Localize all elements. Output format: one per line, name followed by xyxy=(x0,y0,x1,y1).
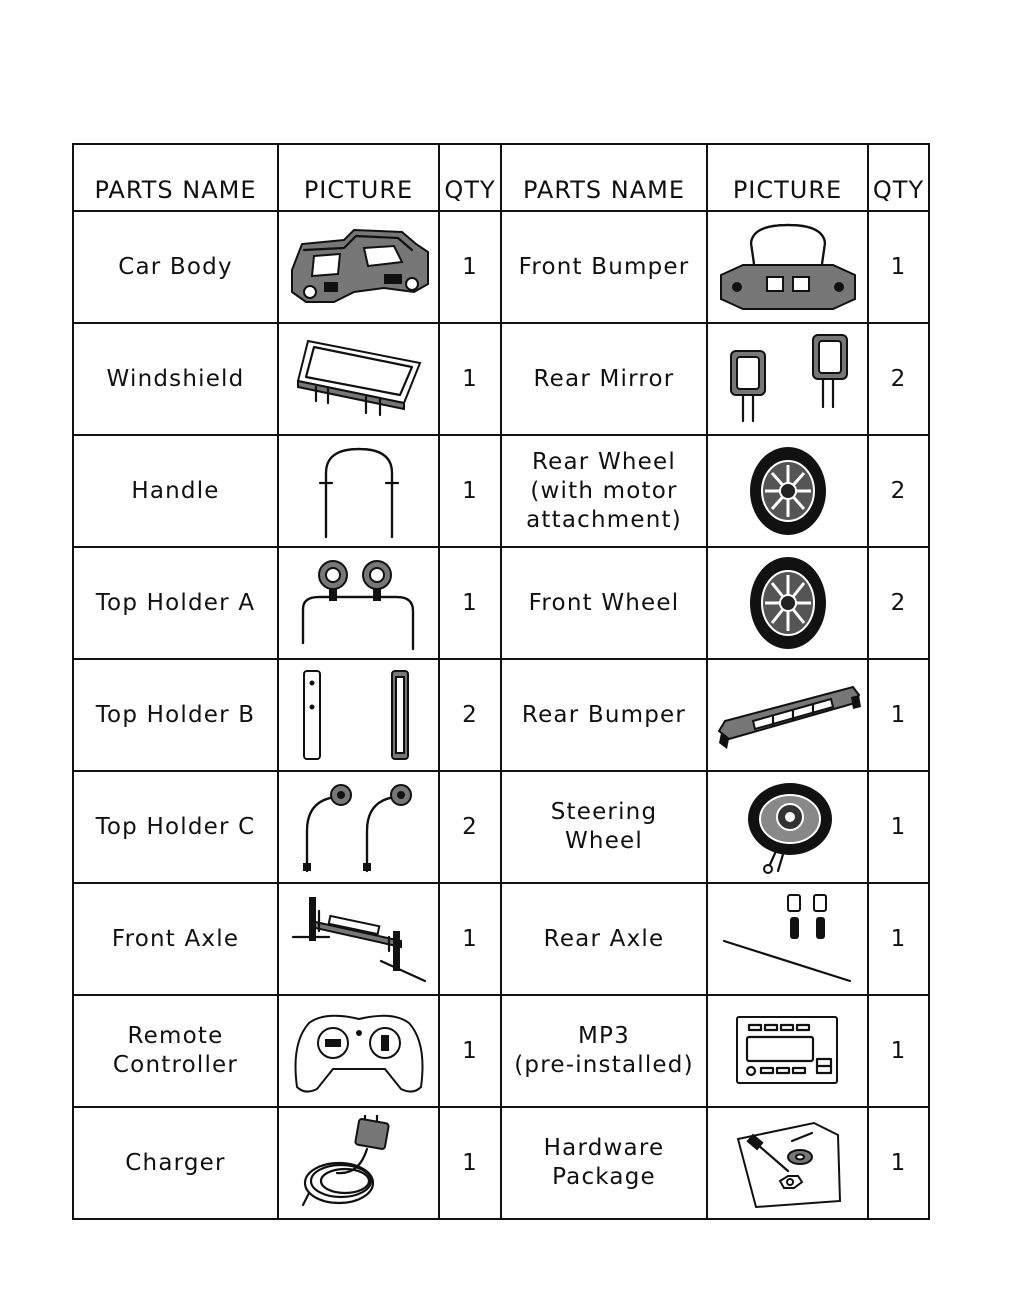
remote-controller-icon xyxy=(278,995,439,1107)
part-name: Remote Controller xyxy=(73,995,278,1107)
top-holder-c-icon xyxy=(278,771,439,883)
part-qty: 2 xyxy=(439,771,501,883)
rear-mirror-icon xyxy=(707,323,868,435)
parts-row xyxy=(73,211,929,323)
header-picture: PICTURE xyxy=(707,144,868,211)
part-qty: 1 xyxy=(868,771,929,883)
parts-row xyxy=(73,659,929,771)
hardware-package-icon xyxy=(707,1107,868,1219)
charger-icon xyxy=(278,1107,439,1219)
header-row xyxy=(73,144,929,211)
car-body-icon xyxy=(278,211,439,323)
front-wheel-icon xyxy=(707,547,868,659)
parts-row xyxy=(73,1107,929,1219)
part-name: Top Holder C xyxy=(73,771,278,883)
rear-axle-icon xyxy=(707,883,868,995)
parts-row xyxy=(73,323,929,435)
header-picture: PICTURE xyxy=(278,144,439,211)
header-parts-name: PARTS NAME xyxy=(501,144,707,211)
part-name: Top Holder B xyxy=(73,659,278,771)
part-qty: 1 xyxy=(868,659,929,771)
steering-wheel-icon xyxy=(707,771,868,883)
header-qty: QTY xyxy=(868,144,929,211)
front-bumper-icon xyxy=(707,211,868,323)
top-holder-a-icon xyxy=(278,547,439,659)
part-name: Hardware Package xyxy=(501,1107,707,1219)
parts-row xyxy=(73,547,929,659)
part-name: Rear Wheel (with motor attachment) xyxy=(501,435,707,547)
handle-icon xyxy=(278,435,439,547)
part-qty: 2 xyxy=(868,435,929,547)
rear-wheel-icon xyxy=(707,435,868,547)
part-name: Handle xyxy=(73,435,278,547)
part-qty: 2 xyxy=(439,659,501,771)
part-qty: 2 xyxy=(868,547,929,659)
part-qty: 1 xyxy=(439,1107,501,1219)
part-name: Top Holder A xyxy=(73,547,278,659)
parts-row xyxy=(73,995,929,1107)
parts-row xyxy=(73,771,929,883)
header-parts-name: PARTS NAME xyxy=(73,144,278,211)
top-holder-b-icon xyxy=(278,659,439,771)
parts-row xyxy=(73,883,929,995)
part-name: Charger xyxy=(73,1107,278,1219)
part-qty: 1 xyxy=(439,547,501,659)
part-qty: 1 xyxy=(439,211,501,323)
part-qty: 1 xyxy=(439,323,501,435)
part-qty: 1 xyxy=(868,995,929,1107)
rear-bumper-icon xyxy=(707,659,868,771)
part-name: Front Axle xyxy=(73,883,278,995)
part-name: Rear Mirror xyxy=(501,323,707,435)
mp3-icon xyxy=(707,995,868,1107)
parts-row xyxy=(73,435,929,547)
part-name: Front Wheel xyxy=(501,547,707,659)
part-name: Windshield xyxy=(73,323,278,435)
part-qty: 2 xyxy=(868,323,929,435)
part-qty: 1 xyxy=(868,211,929,323)
part-qty: 1 xyxy=(868,883,929,995)
part-name: MP3 (pre-installed) xyxy=(501,995,707,1107)
part-name: Front Bumper xyxy=(501,211,707,323)
windshield-icon xyxy=(278,323,439,435)
parts-table xyxy=(72,143,930,1220)
part-name: Rear Axle xyxy=(501,883,707,995)
part-name: Steering Wheel xyxy=(501,771,707,883)
part-name: Car Body xyxy=(73,211,278,323)
header-qty: QTY xyxy=(439,144,501,211)
part-qty: 1 xyxy=(868,1107,929,1219)
part-qty: 1 xyxy=(439,435,501,547)
part-name: Rear Bumper xyxy=(501,659,707,771)
part-qty: 1 xyxy=(439,995,501,1107)
part-qty: 1 xyxy=(439,883,501,995)
front-axle-icon xyxy=(278,883,439,995)
